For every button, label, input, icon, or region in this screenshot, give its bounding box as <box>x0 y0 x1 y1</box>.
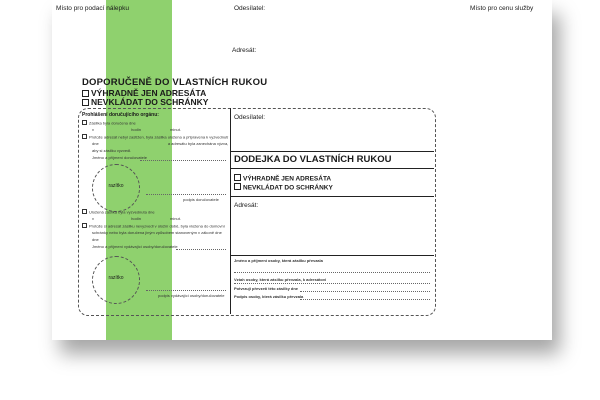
dotted-line <box>234 283 430 284</box>
dotted-line <box>140 160 226 161</box>
divider <box>231 168 434 169</box>
receipt-addressee-label: Adresát: <box>234 202 259 209</box>
checkbox-icon <box>82 209 87 214</box>
sender-label: Odesílatel: <box>234 5 266 12</box>
divider <box>231 255 434 256</box>
main-option-1: VÝHRADNĚ JEN ADRESÁTA <box>82 88 206 98</box>
signature-label: podpis vydávající osoby/doručovatele <box>158 293 225 298</box>
declaration-line: dne <box>92 237 99 242</box>
declaration-line: Jméno a příjmení vydávající osoby/doručovatele <box>92 244 178 249</box>
receipt-field: Jméno a příjmení osoby, která zásilku převzala <box>234 258 323 263</box>
receipt-field: Potvrzuji převzetí této zásilky dne <box>234 286 299 291</box>
dotted-line <box>234 272 430 273</box>
price-place-label: Místo pro cenu služby <box>470 5 534 12</box>
receipt-field: Vztah osoby, která zásilku převzala, k adresátovi <box>234 277 327 282</box>
dotted-line <box>146 194 226 195</box>
receipt-field: Podpis osoby, která zásilku převzala <box>234 294 304 299</box>
checkbox-icon <box>82 120 87 125</box>
receipt-option-2: NEVKLÁDAT DO SCHRÁNKY <box>234 183 333 192</box>
declaration-heading: Prohlášení doručujícího orgánu: <box>82 112 159 118</box>
checkbox-icon <box>234 174 241 181</box>
addressee-label: Adresát: <box>232 47 257 54</box>
declaration-line: v hodin minut. <box>92 216 181 221</box>
main-option-2: NEVKLÁDAT DO SCHRÁNKY <box>82 97 208 107</box>
declaration-line: Zásilka byla doručena dne <box>82 120 136 126</box>
declaration-line: aby si zásilku vyzvedl. <box>92 148 132 153</box>
declaration-line: schránky nebo byla doručena jiným způsobem stanoveným v zákoně dne <box>92 230 222 235</box>
receipt-title: DODEJKA DO VLASTNÍCH RUKOU <box>234 154 392 165</box>
dotted-line <box>300 291 430 292</box>
dotted-line <box>300 299 430 300</box>
declaration-line: dne a adresátu byla zanechána výzva, <box>92 141 229 146</box>
stamp-circle: razítko <box>92 164 140 212</box>
checkbox-icon <box>82 134 87 139</box>
receipt-option-1: VÝHRADNĚ JEN ADRESÁTA <box>234 174 331 183</box>
stamp-place-label: Místo pro podací nálepku <box>56 5 129 12</box>
divider <box>231 151 434 152</box>
declaration-line: Protože adresát nebyl zastižen, byla zásilka uložena a připravena k vyzvednutí <box>82 134 228 140</box>
checkbox-icon <box>82 99 89 106</box>
declaration-line: Jméno a příjmení doručovatele <box>92 155 147 160</box>
declaration-line: Uložená zásilka byla vyzvednuta dne <box>82 209 155 215</box>
checkbox-icon <box>82 223 87 228</box>
checkbox-icon <box>234 183 241 190</box>
dotted-line <box>146 290 226 291</box>
stamp-circle: razítko <box>92 256 140 304</box>
signature-label: podpis doručovatele <box>183 197 219 202</box>
declaration-line: Protože si adresát zásilku nevyzvedl v úložní době, byla vložena do domovní <box>82 223 225 229</box>
dotted-line <box>176 249 226 250</box>
main-title: DOPORUČENĚ DO VLASTNÍCH RUKOU <box>82 77 268 88</box>
divider <box>231 196 434 197</box>
checkbox-icon <box>82 90 89 97</box>
declaration-line: v hodin minut. <box>92 127 181 132</box>
receipt-sender-label: Odesílatel: <box>234 114 266 121</box>
